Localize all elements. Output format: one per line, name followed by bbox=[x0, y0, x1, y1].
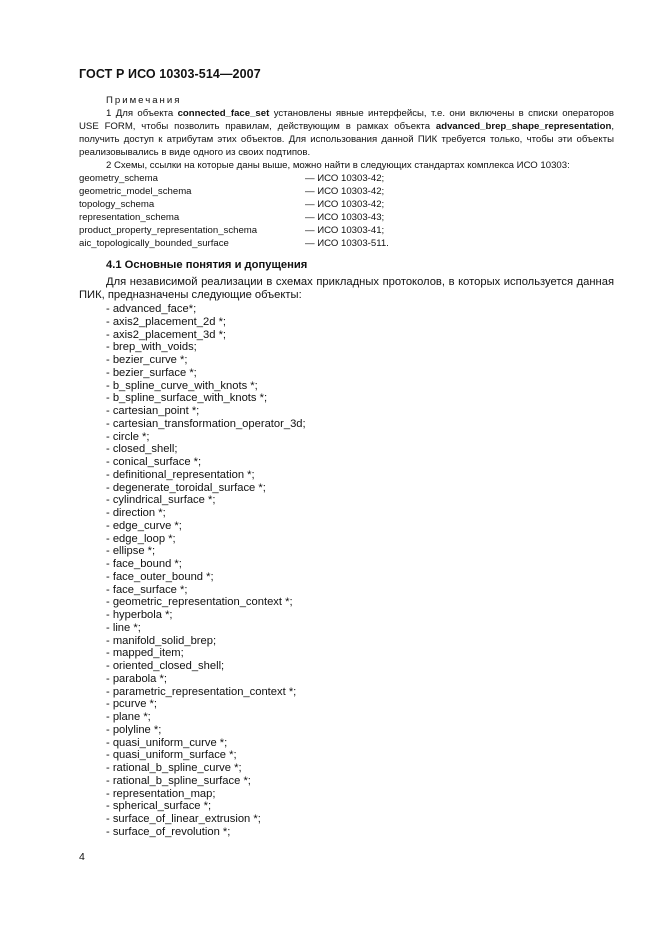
entity-list-item: - face_surface *; bbox=[106, 583, 188, 596]
entity-list-item: - representation_map; bbox=[106, 787, 216, 800]
note-1-text-a: 1 Для объекта bbox=[106, 108, 178, 119]
entity-list-item: - degenerate_toroidal_surface *; bbox=[106, 481, 266, 494]
entity-list-item: - plane *; bbox=[106, 711, 151, 723]
entity-list-item: - geometric_representation_context *; bbox=[106, 596, 293, 609]
entity-list-item: - cartesian_point *; bbox=[106, 405, 200, 417]
note-2: 2 Схемы, ссылки на которые даны выше, можно найти в следующих стандартах комплекса ИСО 10303: bbox=[106, 160, 570, 171]
document-header: ГОСТ Р ИСО 10303-514—2007 bbox=[79, 67, 261, 81]
entity-list-item: - rational_b_spline_surface *; bbox=[106, 774, 251, 787]
entity-list-item: - circle *; bbox=[106, 430, 150, 443]
schema-standard: — ИСО 10303-41; bbox=[305, 225, 385, 236]
note-1-entity-connected-face-set: connected_face_set bbox=[177, 108, 270, 119]
entity-list-item: - parametric_representation_context *; bbox=[106, 685, 297, 698]
entity-list-item: - face_bound *; bbox=[106, 558, 182, 570]
schema-standard: — ИСО 10303-42; bbox=[305, 199, 385, 210]
schema-standard: — ИСО 10303-42; bbox=[305, 173, 385, 184]
schema-row bbox=[79, 172, 614, 185]
entity-list-item: - cylindrical_surface *; bbox=[106, 494, 216, 507]
schema-name: geometric_model_schema bbox=[79, 186, 192, 197]
schema-name: topology_schema bbox=[79, 199, 155, 210]
entity-list-item: - hyperbola *; bbox=[106, 609, 173, 621]
entity-list-item: - manifold_solid_brep; bbox=[106, 634, 217, 647]
schema-row bbox=[79, 224, 614, 237]
entity-list-item: - parabola *; bbox=[106, 672, 167, 685]
entity-list bbox=[106, 303, 306, 839]
entity-list-item: - spherical_surface *; bbox=[106, 800, 212, 813]
section-intro: Для независимой реализации в схемах прикладных протоколов, в которых используется данная ПИК, предназначены следующие объекты: bbox=[79, 276, 614, 301]
entity-list-item: - face_outer_bound *; bbox=[106, 570, 214, 583]
entity-list-item: - surface_of_revolution *; bbox=[106, 825, 231, 838]
schema-row bbox=[79, 211, 614, 224]
notes-block bbox=[79, 94, 614, 250]
entity-list-item: - cartesian_transformation_operator_3d; bbox=[106, 417, 306, 430]
schema-standard: — ИСО 10303-43; bbox=[305, 212, 385, 223]
entity-list-item: - polyline *; bbox=[106, 723, 162, 736]
schema-standard: — ИСО 10303-511. bbox=[305, 238, 389, 249]
page-number: 4 bbox=[79, 851, 85, 863]
note-1-text-c: , получить доступ к атрибутам этих объектов. Для использования данной ПИК требуется только, чтобы эти объекты реализовывались в виде одного из своих подтипов. bbox=[79, 121, 614, 158]
entity-list-item: - definitional_representation *; bbox=[106, 468, 255, 481]
entity-list-item: - brep_with_voids; bbox=[106, 341, 197, 354]
entity-list-item: - b_spline_surface_with_knots *; bbox=[106, 392, 268, 405]
entity-list-item: - line *; bbox=[106, 621, 141, 634]
note-1-entity-advanced-brep: advanced_brep_shape_representation bbox=[435, 121, 612, 132]
entity-list-item: - advanced_face*; bbox=[106, 303, 197, 315]
schema-standard: — ИСО 10303-42; bbox=[305, 186, 385, 197]
entity-list-item: - ellipse *; bbox=[106, 545, 156, 558]
entity-list-item: - quasi_uniform_curve *; bbox=[106, 736, 228, 749]
note-1 bbox=[79, 107, 614, 159]
schema-name: representation_schema bbox=[79, 212, 180, 223]
entity-list-item: - oriented_closed_shell; bbox=[106, 660, 225, 672]
schema-row bbox=[79, 198, 614, 211]
schema-name: aic_topologically_bounded_surface bbox=[79, 238, 229, 249]
schema-table bbox=[79, 172, 614, 250]
entity-list-item: - pcurve *; bbox=[106, 698, 157, 711]
notes-title: Примечания bbox=[106, 95, 182, 106]
entity-list-item: - edge_curve *; bbox=[106, 519, 182, 532]
entity-list-item: - axis2_placement_2d *; bbox=[106, 315, 227, 328]
entity-list-item: - b_spline_curve_with_knots *; bbox=[106, 379, 258, 392]
entity-list-item: - direction *; bbox=[106, 507, 166, 519]
entity-list-item: - rational_b_spline_curve *; bbox=[106, 762, 242, 774]
entity-list-item: - edge_loop *; bbox=[106, 532, 176, 545]
entity-list-item: - surface_of_linear_extrusion *; bbox=[106, 813, 261, 825]
note-1-text-b: установлены явные интерфейсы, т.е. они включены в списки операторов USE FORM, чтобы позволить правилам, действующим в рамках объекта bbox=[79, 108, 614, 132]
entity-list-item: - bezier_curve *; bbox=[106, 354, 188, 366]
entity-list-item: - axis2_placement_3d *; bbox=[106, 328, 227, 341]
entity-list-item: - mapped_item; bbox=[106, 647, 184, 660]
schema-row bbox=[79, 185, 614, 198]
schema-name: product_property_representation_schema bbox=[79, 225, 258, 236]
entity-list-item: - closed_shell; bbox=[106, 443, 178, 456]
entity-list-item: - bezier_surface *; bbox=[106, 366, 197, 379]
entity-list-item: - quasi_uniform_surface *; bbox=[106, 749, 237, 762]
schema-row bbox=[79, 237, 614, 250]
section-title: 4.1 Основные понятия и допущения bbox=[106, 259, 308, 271]
schema-name: geometry_schema bbox=[79, 173, 158, 184]
entity-list-item: - conical_surface *; bbox=[106, 456, 202, 468]
